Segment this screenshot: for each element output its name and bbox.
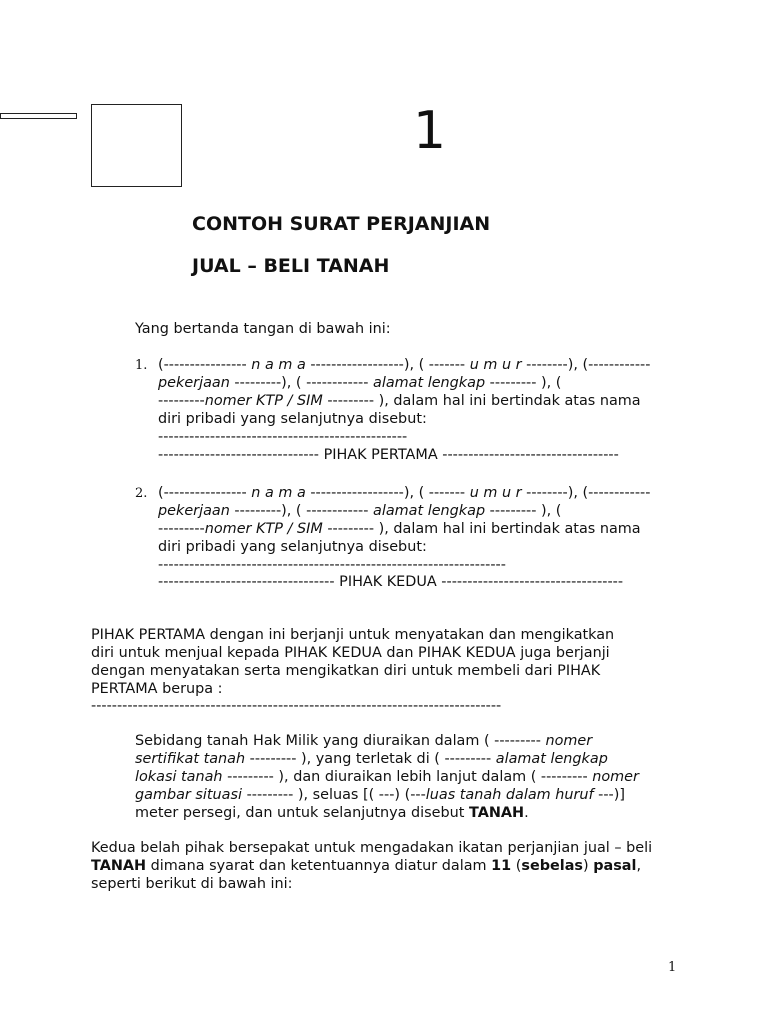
closing-line-3: seperti berikut di bawah ini: xyxy=(91,876,293,892)
margin-bar xyxy=(0,113,77,119)
party-1-line-3: ---------nomer KTP / SIM --------- ), dalam hal ini bertindak atas nama xyxy=(158,393,641,409)
title-line-1: CONTOH SURAT PERJANJIAN xyxy=(192,213,491,235)
party-2-label-line: ---------------------------------- PIHAK KEDUA ----------------------------------- xyxy=(158,574,624,590)
closing-line-2: TANAH dimana syarat dan ketentuannya diatur dalam 11 (sebelas) pasal, xyxy=(91,858,642,874)
title-line-2: JUAL – BELI TANAH xyxy=(192,255,390,277)
agreement-line-3: dengan menyatakan serta mengikatkan diri untuk membeli dari PIHAK xyxy=(91,663,601,679)
agreement-line-1: PIHAK PERTAMA dengan ini berjanji untuk menyatakan dan mengikatkan xyxy=(91,627,615,643)
party-2-line-4: diri pribadi yang selanjutnya disebut: xyxy=(158,539,427,555)
party-1-label-line: ------------------------------- PIHAK PERTAMA ---------------------------------- xyxy=(158,447,619,463)
party-1-line-1: (---------------- n a m a ------------------), ( ------- u m u r --------), (------------ xyxy=(158,357,651,373)
party-2-line-3: ---------nomer KTP / SIM --------- ), dalam hal ini bertindak atas nama xyxy=(158,521,641,537)
intro-text: Yang bertanda tangan di bawah ini: xyxy=(135,321,391,337)
empty-box xyxy=(91,104,182,187)
party-1-line-2: pekerjaan ---------), ( ------------ alamat lengkap --------- ), ( xyxy=(158,375,562,391)
land-line-1: Sebidang tanah Hak Milik yang diuraikan dalam ( --------- nomer xyxy=(135,733,593,749)
party-2-line-5: ------------------------------------------------------------------- xyxy=(158,557,506,573)
land-line-4: gambar situasi --------- ), seluas [( ---) (---luas tanah dalam huruf ---)] xyxy=(135,787,625,803)
big-page-number: 1 xyxy=(413,101,447,161)
land-line-5: meter persegi, dan untuk selanjutnya disebut TANAH. xyxy=(135,805,529,821)
land-line-3: lokasi tanah --------- ), dan diuraikan lebih lanjut dalam ( --------- nomer xyxy=(135,769,639,785)
agreement-line-2: diri untuk menjual kepada PIHAK KEDUA dan PIHAK KEDUA juga berjanji xyxy=(91,645,610,661)
party-2-line-1: (---------------- n a m a ------------------), ( ------- u m u r --------), (------------ xyxy=(158,485,651,501)
footer-page-number: 1 xyxy=(668,960,677,975)
party-1-line-4: diri pribadi yang selanjutnya disebut: xyxy=(158,411,427,427)
agreement-line-4: PERTAMA berupa : xyxy=(91,681,223,697)
party-2-line-2: pekerjaan ---------), ( ------------ alamat lengkap --------- ), ( xyxy=(158,503,562,519)
pihak-pertama-label: PIHAK PERTAMA xyxy=(323,447,438,463)
land-line-2: sertifikat tanah --------- ), yang terletak di ( --------- alamat lengkap xyxy=(135,751,608,767)
pihak-kedua-label: PIHAK KEDUA xyxy=(339,574,437,590)
party-2-number: 2. xyxy=(135,486,148,501)
party-1-number: 1. xyxy=(135,358,148,373)
party-1-line-5: ------------------------------------------------ xyxy=(158,429,408,445)
closing-line-1: Kedua belah pihak bersepakat untuk mengadakan ikatan perjanjian jual – beli xyxy=(91,840,653,856)
agreement-line-5: ------------------------------------------------------------------------------- xyxy=(91,698,502,714)
